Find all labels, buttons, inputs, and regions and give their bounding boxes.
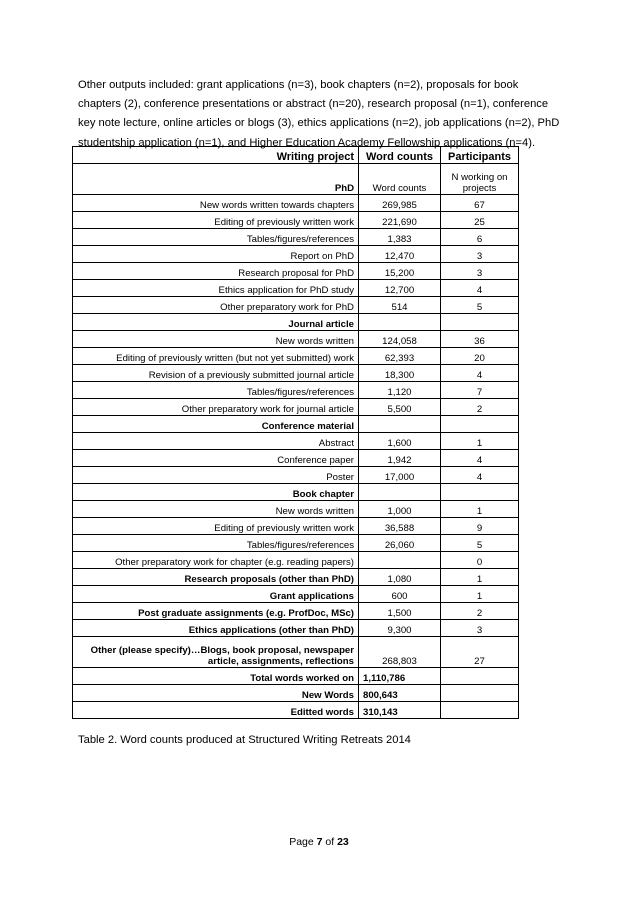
row-label: Research proposals (other than PhD) [73, 569, 359, 586]
total-row [73, 668, 519, 685]
row-label: Grant applications [73, 586, 359, 603]
row-label: Revision of a previously submitted journal article [73, 365, 359, 382]
row-word-count: 1,500 [359, 603, 441, 620]
row-participants: 36 [441, 331, 519, 348]
total-empty-cell [441, 702, 519, 719]
row-label: Editing of previously written work [73, 518, 359, 535]
table-row [73, 195, 519, 212]
row-word-count [359, 484, 441, 501]
row-word-count: 26,060 [359, 535, 441, 552]
table-row [73, 518, 519, 535]
row-word-count [359, 552, 441, 569]
row-word-count: 5,500 [359, 399, 441, 416]
row-label: New words written [73, 501, 359, 518]
table-row [73, 433, 519, 450]
total-label: New Words [73, 685, 359, 702]
row-word-count [359, 314, 441, 331]
table-row [73, 620, 519, 637]
row-participants: 27 [441, 637, 519, 668]
row-word-count: 12,700 [359, 280, 441, 297]
row-participants: 9 [441, 518, 519, 535]
table-row [73, 229, 519, 246]
table-row [73, 603, 519, 620]
row-participants: 2 [441, 603, 519, 620]
table-row [73, 399, 519, 416]
table-row [73, 263, 519, 280]
table-row [73, 212, 519, 229]
row-participants: 4 [441, 280, 519, 297]
row-participants: 25 [441, 212, 519, 229]
row-label: Tables/figures/references [73, 382, 359, 399]
row-participants: 4 [441, 450, 519, 467]
row-participants: 5 [441, 535, 519, 552]
table-row [73, 637, 519, 668]
row-word-count: 9,300 [359, 620, 441, 637]
header-writing-project: Writing project [73, 147, 359, 164]
table-row [73, 586, 519, 603]
row-participants: 0 [441, 552, 519, 569]
page-footer [0, 836, 638, 848]
row-word-count: 269,985 [359, 195, 441, 212]
row-participants: 4 [441, 467, 519, 484]
row-label: Journal article [73, 314, 359, 331]
footer-prefix: Page [289, 836, 317, 848]
table-row [73, 467, 519, 484]
row-label: Ethics application for PhD study [73, 280, 359, 297]
row-word-count: 1,000 [359, 501, 441, 518]
table-row [73, 348, 519, 365]
total-label: Editted words [73, 702, 359, 719]
row-participants: 1 [441, 586, 519, 603]
table-caption: Table 2. Word counts produced at Structured Writing Retreats 2014 [78, 734, 411, 746]
row-label: Tables/figures/references [73, 535, 359, 552]
row-label: Research proposal for PhD [73, 263, 359, 280]
table-row [73, 297, 519, 314]
row-participants: 2 [441, 399, 519, 416]
table-subheader-row [73, 164, 519, 195]
total-row [73, 702, 519, 719]
row-label: New words written [73, 331, 359, 348]
subheader-phd: PhD [73, 164, 359, 195]
page-total: 23 [337, 836, 349, 848]
table-row [73, 331, 519, 348]
row-participants: 3 [441, 620, 519, 637]
row-word-count: 600 [359, 586, 441, 603]
row-word-count: 15,200 [359, 263, 441, 280]
row-word-count: 1,600 [359, 433, 441, 450]
row-label: Other preparatory work for chapter (e.g. reading papers) [73, 552, 359, 569]
row-participants: 67 [441, 195, 519, 212]
table-row [73, 535, 519, 552]
row-participants: 20 [441, 348, 519, 365]
row-word-count: 18,300 [359, 365, 441, 382]
table-row [73, 569, 519, 586]
row-label: Conference material [73, 416, 359, 433]
total-word-count: 1,110,786 [359, 668, 441, 685]
row-word-count: 221,690 [359, 212, 441, 229]
row-participants: 1 [441, 501, 519, 518]
table-row [73, 246, 519, 263]
row-word-count: 12,470 [359, 246, 441, 263]
table-row [73, 450, 519, 467]
row-word-count: 268,803 [359, 637, 441, 668]
row-word-count: 124,058 [359, 331, 441, 348]
row-label: Other preparatory work for PhD [73, 297, 359, 314]
row-participants: 3 [441, 263, 519, 280]
row-word-count: 62,393 [359, 348, 441, 365]
row-label: Report on PhD [73, 246, 359, 263]
row-participants [441, 484, 519, 501]
row-word-count: 17,000 [359, 467, 441, 484]
table-row [73, 280, 519, 297]
page-number: 7 [316, 836, 323, 848]
row-participants: 1 [441, 433, 519, 450]
total-label: Total words worked on [73, 668, 359, 685]
row-word-count: 36,588 [359, 518, 441, 535]
intro-paragraph: Other outputs included: grant applications (n=3), book chapters (n=2), proposals for book chapters (2), conference presentations or abstract (n=20), research proposal (n=1), conference key note lecture, online articles or blogs (3), ethics applications (n=2), job applications (n=2), PhD studentship application (n=1), and Higher Education Academy Fellowship applications (n=4). [78, 79, 560, 149]
header-word-counts: Word counts [359, 147, 441, 164]
row-label: Other (please specify)…Blogs, book proposal, newspaper article, assignments, reflections [73, 637, 359, 668]
word-counts-table [72, 146, 519, 719]
row-word-count [359, 416, 441, 433]
total-word-count: 800,643 [359, 685, 441, 702]
row-participants: 5 [441, 297, 519, 314]
total-word-count: 310,143 [359, 702, 441, 719]
table-header-row [73, 147, 519, 164]
row-participants: 6 [441, 229, 519, 246]
total-empty-cell [441, 685, 519, 702]
row-participants: 4 [441, 365, 519, 382]
total-empty-cell [441, 668, 519, 685]
footer-middle: of [322, 836, 338, 848]
total-row [73, 685, 519, 702]
row-label: Book chapter [73, 484, 359, 501]
table-rows [73, 195, 519, 668]
row-participants [441, 416, 519, 433]
row-participants [441, 314, 519, 331]
subheader-participants: N working on projects [441, 164, 519, 195]
row-word-count: 1,120 [359, 382, 441, 399]
table-row [73, 484, 519, 501]
subheader-word-counts: Word counts [359, 164, 441, 195]
header-participants: Participants [441, 147, 519, 164]
row-label: Ethics applications (other than PhD) [73, 620, 359, 637]
row-label: Editing of previously written (but not yet submitted) work [73, 348, 359, 365]
table-row [73, 552, 519, 569]
row-label: Post graduate assignments (e.g. ProfDoc, MSc) [73, 603, 359, 620]
row-label: Tables/figures/references [73, 229, 359, 246]
row-label: Other preparatory work for journal article [73, 399, 359, 416]
row-participants: 3 [441, 246, 519, 263]
row-label: New words written towards chapters [73, 195, 359, 212]
row-participants: 7 [441, 382, 519, 399]
table-totals [73, 668, 519, 719]
row-word-count: 1,080 [359, 569, 441, 586]
row-label: Editing of previously written work [73, 212, 359, 229]
table-row [73, 382, 519, 399]
row-label: Conference paper [73, 450, 359, 467]
row-word-count: 1,942 [359, 450, 441, 467]
table-row [73, 416, 519, 433]
row-label: Poster [73, 467, 359, 484]
table-row [73, 314, 519, 331]
table-row [73, 501, 519, 518]
table-row [73, 365, 519, 382]
row-label: Abstract [73, 433, 359, 450]
row-word-count: 514 [359, 297, 441, 314]
row-word-count: 1,383 [359, 229, 441, 246]
row-participants: 1 [441, 569, 519, 586]
